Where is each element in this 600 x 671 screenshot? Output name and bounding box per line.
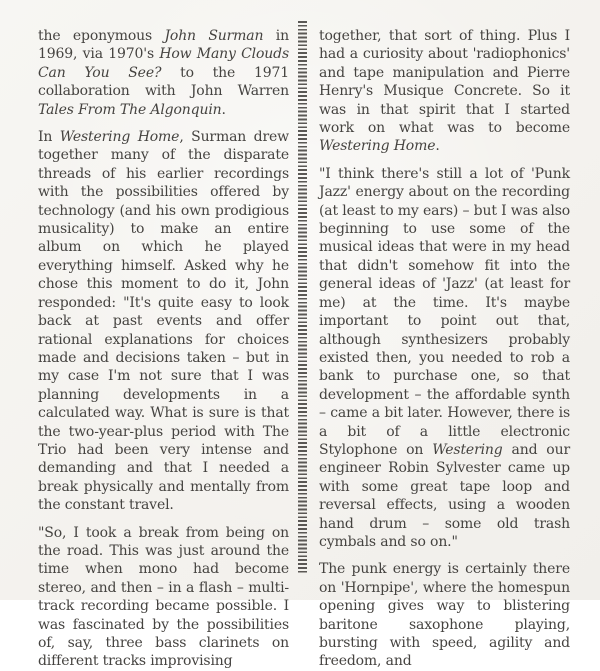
paragraph-left-1: the eponymous John Surman in 1969, via 1970's How Many Clouds Can You See? to the 1971 collaboration with John Warren Tales From The Algonquin. [38, 28, 289, 118]
text-column-right [319, 27, 570, 671]
paragraph-left-2: In Westering Home, Surman drew together many of the disparate threads of his earlier recordings with the possibilities offered by technology (and his own prodigious musicality) to make an entire album on which he played everything himself. Asked why he chose this moment to do it, John responded: "It's quite easy to look back at past events and offer rational explanations for choices made and decisions taken – but in my case I'm not sure that I was planning developments in a calculated way. What is sure is that the two-year-plus period with The Trio had been very intense and demanding and that I needed a break physically and mentally from the constant travel. [38, 129, 289, 514]
paragraph-left-3: "So, I took a break from being on the road. This was just around the time when mono had become stereo, and then – in a flash – multi-track recording became possible. I was fascinated by the possibilities of, say, three bass clarinets on different tracks improvising [38, 524, 289, 670]
stitch-divider [298, 21, 307, 575]
text-column-left [38, 27, 289, 671]
paragraph-right-3: The punk energy is certainly there on 'Hornpipe', where the homespun opening gives way to blistering baritone saxophone playing, bursting with speed, agility and freedom, and [319, 561, 570, 670]
paragraph-right-1: together, that sort of thing. Plus I had a curiosity about 'radiophonics' and tape manipulation and Pierre Henry's Musique Concrete. So it was in that spirit that I started work on what was to become Westering Home. [319, 28, 570, 155]
paragraph-right-2: "I think there's still a lot of 'Punk Jazz' energy about on the recording (at least to my ears) – but I was also beginning to use some of the musical ideas that were in my head that didn't somehow fit into the general ideas of 'Jazz' (at least for me) at the time. It's maybe important to point out that, although synthesizers probably existed then, you needed to rob a bank to purchase one, so that development – the affordable synth – came a bit later. However, there is a bit of a little electronic Stylophone on Westering and our engineer Robin Sylvester came up with some great tape loop and reversal effects, using a wooden hand drum – some old trash cymbals and so on." [319, 165, 571, 550]
